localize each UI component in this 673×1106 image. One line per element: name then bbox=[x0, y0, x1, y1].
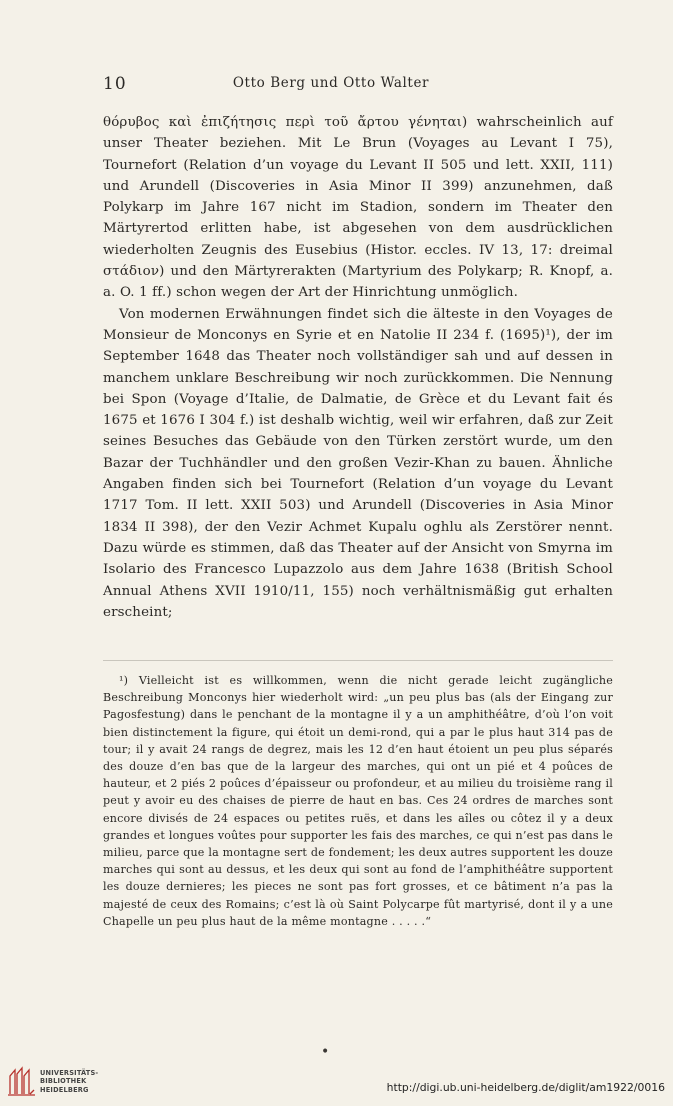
page-number: 10 bbox=[103, 74, 127, 94]
paragraph: θόρυβος καὶ ἐπιζήτησις περὶ τοῦ ἄρτου γένηται) wahrscheinlich auf unser Theater beziehen. Mit Le Brun (Voyages au Levant I 75), Tournefort (Relation d’un voyage du Levant II 505 und lett. XXII, 111) und Arundell (Discoveries in Asia Minor II 399) anzunehmen, daß Polykarp im Jahre 167 nicht im Stadion, sondern im Theater den Märtyrertod erlitten habe, ist abgesehen von dem ausdrücklichen wiederholten Zeugnis des Eusebius (Histor. eccles. IV 13, 17: dreimal στάδιον) und den Märtyrerakten (Martyrium des Polykarp; R. Knopf, a. a. O. 1 ff.) schon wegen der Art der Hinrichtung unmöglich. bbox=[103, 115, 613, 301]
body-text bbox=[103, 112, 613, 623]
logo-line: UNIVERSITÄTS- bbox=[40, 1069, 99, 1077]
library-seal-icon bbox=[8, 1066, 36, 1096]
footnotes bbox=[103, 672, 613, 930]
footnote-divider bbox=[103, 660, 613, 661]
logo-line: BIBLIOTHEK bbox=[40, 1077, 87, 1086]
library-logo[interactable] bbox=[8, 1064, 108, 1100]
running-title: Otto Berg und Otto Walter bbox=[232, 75, 430, 91]
logo-line: HEIDELBERG bbox=[40, 1085, 89, 1094]
page-header bbox=[103, 74, 559, 96]
paragraph: Von modernen Erwähnungen findet sich die älteste in den Voyages de Monsieur de Monconys en Syrie et en Natolie II 234 f. (1695)¹), der im September 1648 das Theater noch vollständiger sah und auf dessen in manchem unklare Beschreibung wir noch zurückkommen. Die Nennung bei Spon (Voyage d’Italie, de Dalmatie, de Grèce et du Levant fait és 1675 et 1676 I 304 f.) ist deshalb wichtig, weil wir erfahren, daß zur Zeit seines Besuches das Gebäude von den Türken zerstört wurde, um den Bazar der Tuchhändler und den großen Vezir-Khan zu bauen. Ähnliche Angaben finden sich bei Tournefort (Relation d’un voyage du Levant 1717 Tom. II lett. XXII 503) und Arundell (Discoveries in Asia Minor 1834 II 398), der den Vezir Achmet Kupalu oghlu als Zerstörer nennt. Dazu würde es stimmen, daß das Theater auf der Ansicht von Smyrna im Isolario des Francesco Lupazzolo aus dem Jahre 1638 (British School Annual Athens XVII 1910/11, 155) noch verhältnismäßig gut erhalten erscheint; bbox=[103, 306, 613, 620]
source-url-link[interactable]: http://digi.ub.uni-heidelberg.de/diglit/am1922/0016 bbox=[386, 1081, 665, 1094]
stray-mark: • bbox=[321, 1044, 330, 1060]
footnote: ¹) Vielleicht ist es willkommen, wenn die nicht gerade leicht zugängliche Beschreibung Monconys hier wiederholt wird: „un peu plus bas (als der Eingang zur Pagosfestung) dans le penchant de la montagne il y a un amphithéâtre, d’où l’on voit bien distinctement la figure, qui étoit un demi-rond, qui a par le plus haut 314 pas de tour; il y avait 24 rangs de degrez, mais les 12 d’en haut étoient un peu plus séparés des douze d’en bas que de la largeur des marches, qui ont un pié et 4 poûces de hauteur, et 2 piés 2 poûces d’épaisseur ou profondeur, et au milieu du troisième rang il peut y avoir eu des chaises de pierre de haut en bas. Ces 24 ordres de marches sont encore divisés de 24 espaces ou petites ruës, et dans les aîles ou côtez il y a deux grandes et longues voûtes pour supporter les fais des marches, ce qui n’est pas dans le milieu, parce que la montagne sert de fondement; les deux autres supportent les douze marches qui sont au dessus, et les deux qui sont au fond de l’amphithéâtre supportent les douze dernieres; les pieces ne sont pas fort grosses, et ce bâtiment n’a pas la majesté de ceux des Romains; c’est là où Saint Polycarpe fût martyrisé, dont il y a une Chapelle un peu plus haut de la même montagne . . . . .“ bbox=[103, 674, 613, 928]
library-name bbox=[40, 1069, 98, 1094]
